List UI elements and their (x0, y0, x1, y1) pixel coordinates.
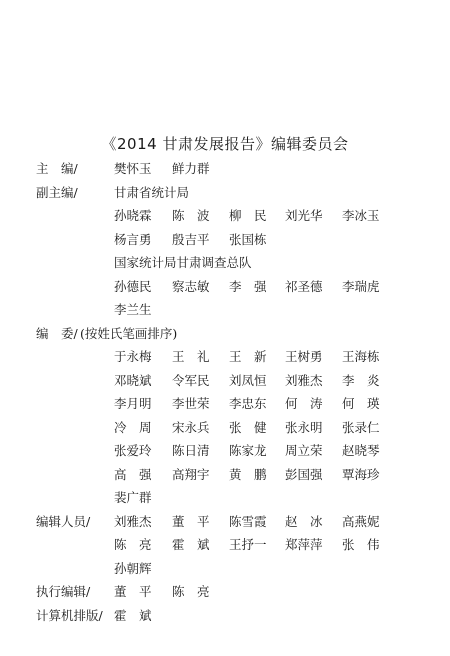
member-name: 高 强 (114, 466, 152, 482)
page-title: 《2014 甘肃发展报告》编辑委员会 (101, 135, 349, 153)
member-name: 张永明 (285, 419, 323, 435)
member-name: 邓晓斌 (114, 372, 152, 388)
member-name: 彭国强 (285, 466, 323, 482)
member-name: 陈 亮 (114, 537, 152, 552)
member-name: 王树勇 (285, 349, 323, 364)
member-name: 孙朝辉 (114, 560, 152, 576)
member-name: 陈家龙 (229, 443, 267, 458)
member-name: 霍 斌 (114, 607, 152, 623)
section-subheading: 甘肃省统计局 (114, 184, 190, 200)
member-name: 张录仁 (342, 419, 380, 435)
member-name: 李 强 (229, 278, 267, 294)
member-name: 令军民 (172, 372, 210, 388)
member-name: 裴广群 (114, 490, 152, 505)
member-name: 王 新 (229, 349, 267, 364)
member-name: 王 礼 (172, 349, 210, 364)
member-name: 王抒一 (229, 537, 267, 552)
member-name: 柳 民 (229, 208, 267, 223)
member-name: 何 瑛 (342, 396, 380, 411)
member-name: 李冰玉 (342, 208, 380, 223)
member-name: 董 平 (114, 584, 152, 599)
member-name: 董 平 (172, 513, 210, 529)
member-name: 李瑞虎 (342, 278, 380, 294)
member-name: 刘雅杰 (285, 372, 323, 388)
member-name: 李 炎 (342, 372, 380, 388)
member-name: 察志敏 (172, 278, 210, 294)
member-name: 祁圣德 (285, 278, 323, 294)
role-label: 执行编辑/ (36, 584, 91, 599)
member-name: 宋永兵 (172, 419, 210, 435)
member-name: 张 伟 (342, 537, 380, 552)
member-name: 孙晓霖 (114, 208, 152, 223)
member-name: 陈 波 (172, 208, 210, 223)
member-name: 赵 冰 (285, 513, 323, 529)
role-label: 编 委/ (36, 325, 78, 341)
role-label: 副主编/ (36, 184, 78, 200)
role-label: 计算机排版/ (36, 607, 103, 623)
member-name: 王海栋 (342, 349, 380, 364)
member-name: 李忠东 (229, 396, 267, 411)
member-name: 李世荣 (172, 396, 210, 411)
member-name: 霍 斌 (172, 537, 210, 552)
member-name: 高燕妮 (342, 513, 380, 529)
member-name: 陈雪霞 (229, 513, 267, 529)
member-name: 张爱玲 (114, 443, 152, 458)
section-subheading: 国家统计局甘肃调查总队 (114, 255, 252, 270)
member-name: 李月明 (114, 396, 152, 411)
section-subheading: (按姓氏笔画排序) (80, 325, 178, 341)
member-name: 李兰生 (114, 302, 152, 317)
member-name: 刘雅杰 (114, 513, 152, 529)
member-name: 鲜力群 (172, 161, 210, 176)
member-name: 杨言勇 (114, 231, 152, 247)
member-name: 高翔宇 (172, 466, 210, 482)
member-name: 何 涛 (285, 396, 323, 411)
role-label: 编辑人员/ (36, 513, 91, 529)
member-name: 张国栋 (229, 231, 267, 247)
member-name: 冷 周 (114, 419, 152, 435)
member-name: 覃海珍 (342, 466, 380, 482)
member-name: 刘光华 (285, 208, 323, 223)
role-label: 主 编/ (36, 161, 78, 176)
member-name: 陈 亮 (172, 584, 210, 599)
member-name: 樊怀玉 (114, 161, 152, 176)
member-name: 刘凤恒 (229, 372, 267, 388)
member-name: 张 健 (229, 419, 267, 435)
member-name: 于永梅 (114, 349, 152, 364)
member-name: 赵晓琴 (342, 443, 380, 458)
member-name: 殷吉平 (172, 231, 210, 247)
member-name: 周立荣 (285, 443, 323, 458)
member-name: 陈日清 (172, 443, 210, 458)
member-name: 郑萍萍 (285, 537, 323, 552)
member-name: 孙德民 (114, 278, 152, 294)
member-name: 黄 鹏 (229, 466, 267, 482)
